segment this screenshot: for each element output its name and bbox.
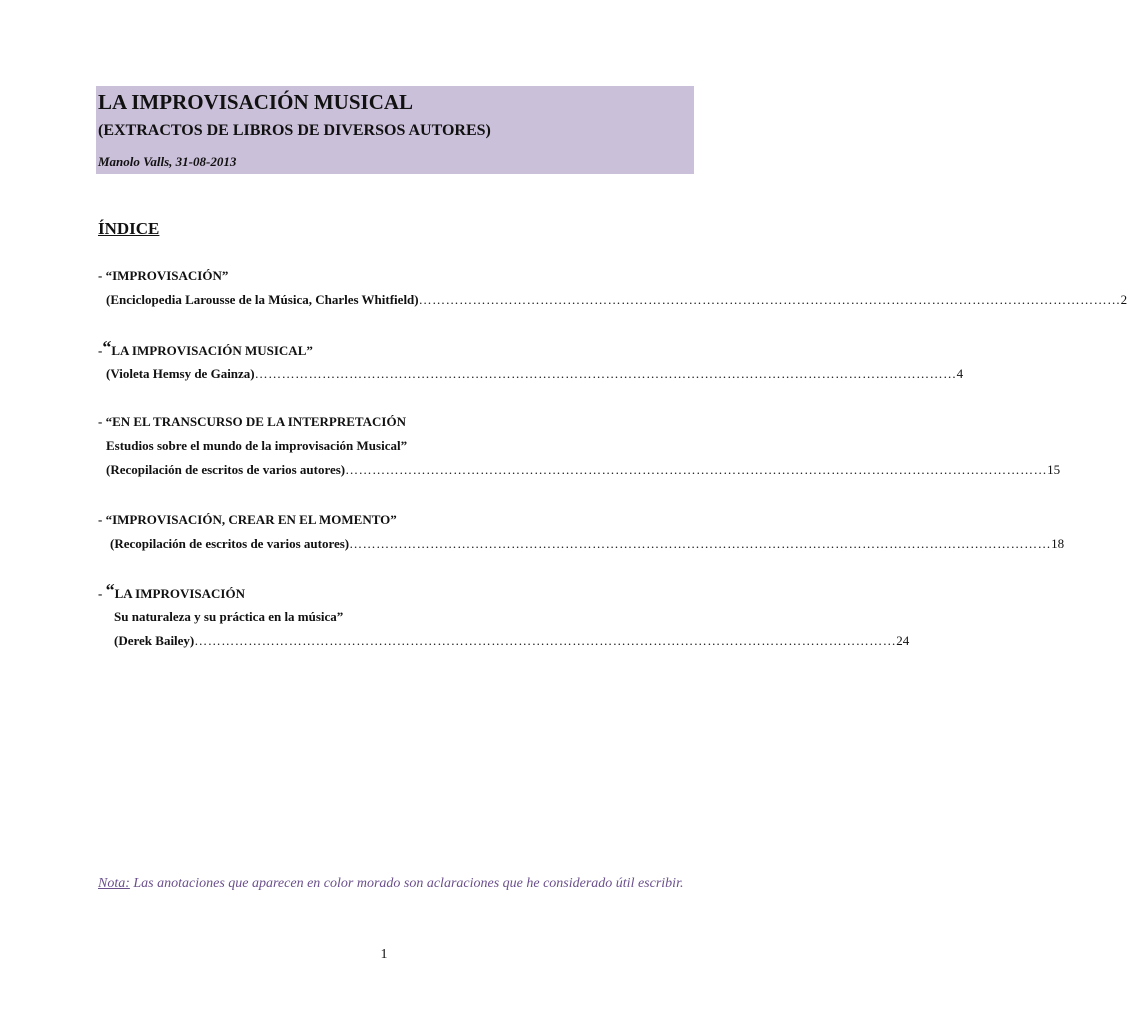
note-paragraph	[98, 872, 692, 896]
toc-entry-2-source-row[interactable]	[106, 365, 964, 383]
toc-entry-3-page: 15	[1047, 462, 1061, 477]
toc-entry-2-open-quote: “	[102, 337, 112, 357]
toc-entry-5-page: 24	[896, 633, 910, 648]
toc-entry-1-source: (Enciclopedia Larousse de la Música, Charles Whitfield)	[106, 292, 419, 307]
toc-entry-4-title: - “IMPROVISACIÓN, CREAR EN EL MOMENTO”	[98, 512, 397, 527]
toc-entry-1-source-row[interactable]	[106, 291, 1127, 309]
page-number: 1	[380, 947, 388, 962]
toc-entry-1-title: - “IMPROVISACIÓN”	[98, 268, 229, 283]
toc-entry-5-subtitle: Su naturaleza y su práctica en la música”	[114, 609, 344, 624]
toc-entry-2-leader: …………………………………………………………………………………………………………………………………………	[254, 366, 957, 381]
toc-entry-3-source: (Recopilación de escritos de varios autores)	[106, 462, 346, 477]
document-author-date: Manolo Valls, 31-08-2013	[98, 154, 237, 169]
toc-entry-4-source-row[interactable]	[110, 535, 1065, 553]
toc-entry-2-dash: -	[98, 343, 103, 358]
toc-entry-1-page: 2	[1120, 292, 1127, 307]
note-label: Nota:	[98, 876, 130, 891]
toc-entry-5-open-quote: “	[105, 580, 115, 600]
toc-entry-5-source-row[interactable]	[114, 632, 910, 650]
toc-entry-3-title: - “EN EL TRANSCURSO DE LA INTERPRETACIÓN	[98, 414, 406, 429]
toc-entry-2-title-text: LA IMPROVISACIÓN MUSICAL”	[111, 343, 313, 358]
toc-entry-3-leader: …………………………………………………………………………………………………………………………………………	[345, 462, 1048, 477]
document-title: LA IMPROVISACIÓN MUSICAL	[98, 90, 414, 114]
toc-entry-5-title	[98, 580, 245, 603]
toc-entry-5-title-text: LA IMPROVISACIÓN	[114, 586, 245, 601]
document-subtitle: (EXTRACTOS DE LIBROS DE DIVERSOS AUTORES)	[98, 122, 491, 139]
toc-entry-4-source: (Recopilación de escritos de varios autores)	[110, 536, 350, 551]
toc-entry-3-source-row[interactable]	[106, 461, 1061, 479]
toc-entry-3-subtitle: Estudios sobre el mundo de la improvisación Musical”	[106, 438, 408, 453]
toc-entry-5-leader: …………………………………………………………………………………………………………………………………………	[194, 633, 897, 648]
toc-entry-2-source: (Violeta Hemsy de Gainza)	[106, 366, 255, 381]
toc-entry-4-leader: …………………………………………………………………………………………………………………………………………	[349, 536, 1052, 551]
toc-entry-2-page: 4	[956, 366, 964, 381]
toc-entry-5-source: (Derek Bailey)	[114, 633, 195, 648]
note-text: Las anotaciones que aparecen en color morado son aclaraciones que he considerado útil escribir.	[129, 876, 684, 891]
toc-entry-1-leader: …………………………………………………………………………………………………………………………………………	[418, 292, 1121, 307]
toc-entry-5-dash: -	[98, 586, 106, 601]
toc-entry-2-title	[98, 337, 313, 360]
index-heading: ÍNDICE	[98, 219, 160, 238]
toc-entry-4-page: 18	[1051, 536, 1065, 551]
